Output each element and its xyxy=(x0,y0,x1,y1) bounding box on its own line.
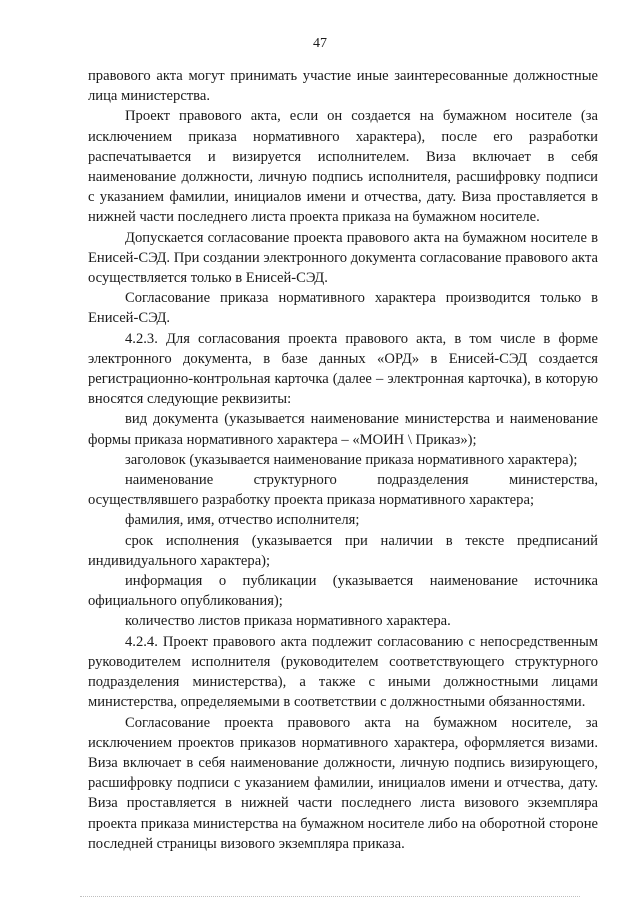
section-4-2-4: 4.2.4. Проект правового акта подлежит согласованию с непосредственным руководителем исполнителя (руководителем соответствующего структурного подразделения министерства), а также с иными должностными лицами министерства, определяемыми в соответствии с должностными обязанностями. xyxy=(88,633,598,711)
list-item: количество листов приказа нормативного характера. xyxy=(125,613,451,630)
list-item: фамилия, имя, отчество исполнителя; xyxy=(125,512,360,529)
paragraph: Допускается согласование проекта правового акта на бумажном носителе в Енисей-СЭД. При создании электронного документа согласование правового акта осуществляется только в Енисей-СЭД. xyxy=(88,229,598,287)
list-item: срок исполнения (указывается при наличии в тексте предписаний индивидуального характера); xyxy=(88,532,598,569)
document-body xyxy=(88,66,598,854)
page-number: 47 xyxy=(313,36,327,51)
paragraph: Согласование приказа нормативного характера производится только в Енисей-СЭД. xyxy=(88,290,598,327)
list-item: наименование структурного подразделения министерства, осуществлявшего разработку проекта приказа нормативного характера; xyxy=(88,472,598,509)
paragraph: Согласование проекта правового акта на бумажном носителе, за исключением проектов приказов нормативного характера, оформляется визами. Виза включает в себя наименование должности, личную подпись визирующего, расшифровку подписи с указанием фамилии, инициалов имени и отчества, дату. Виза проставляется в нижней части последнего листа визового экземпляра проекта приказа министерства на бумажном носителе либо на оборотной стороне последней страницы визового экземпляра приказа. xyxy=(88,714,598,852)
list-item: информация о публикации (указывается наименование источника официального опубликования); xyxy=(88,573,598,610)
paragraph: правового акта могут принимать участие иные заинтересованные должностные лица министерства. xyxy=(88,68,598,105)
paragraph: Проект правового акта, если он создается на бумажном носителе (за исключением приказа нормативного характера), после его разработки распечатывается и визируется исполнителем. Виза включает в себя наименование должности, личную подпись исполнителя, расшифровку подписи с указанием фамилии, инициалов имени и отчества, дату. Виза проставляется в нижней части последнего листа проекта приказа на бумажном носителе. xyxy=(88,108,598,226)
scan-bottom-edge xyxy=(80,896,580,897)
section-4-2-3: 4.2.3. Для согласования проекта правового акта, в том числе в форме электронного документа, в базе данных «ОРД» в Енисей-СЭД создается регистрационно-контрольная карточка (далее – электронная карточка), в которую вносятся следующие реквизиты: xyxy=(88,330,598,408)
list-item: заголовок (указывается наименование приказа нормативного характера); xyxy=(125,451,578,468)
list-item: вид документа (указывается наименование министерства и наименование формы приказа нормативного характера – «МОИН \ Приказ»); xyxy=(88,411,598,448)
